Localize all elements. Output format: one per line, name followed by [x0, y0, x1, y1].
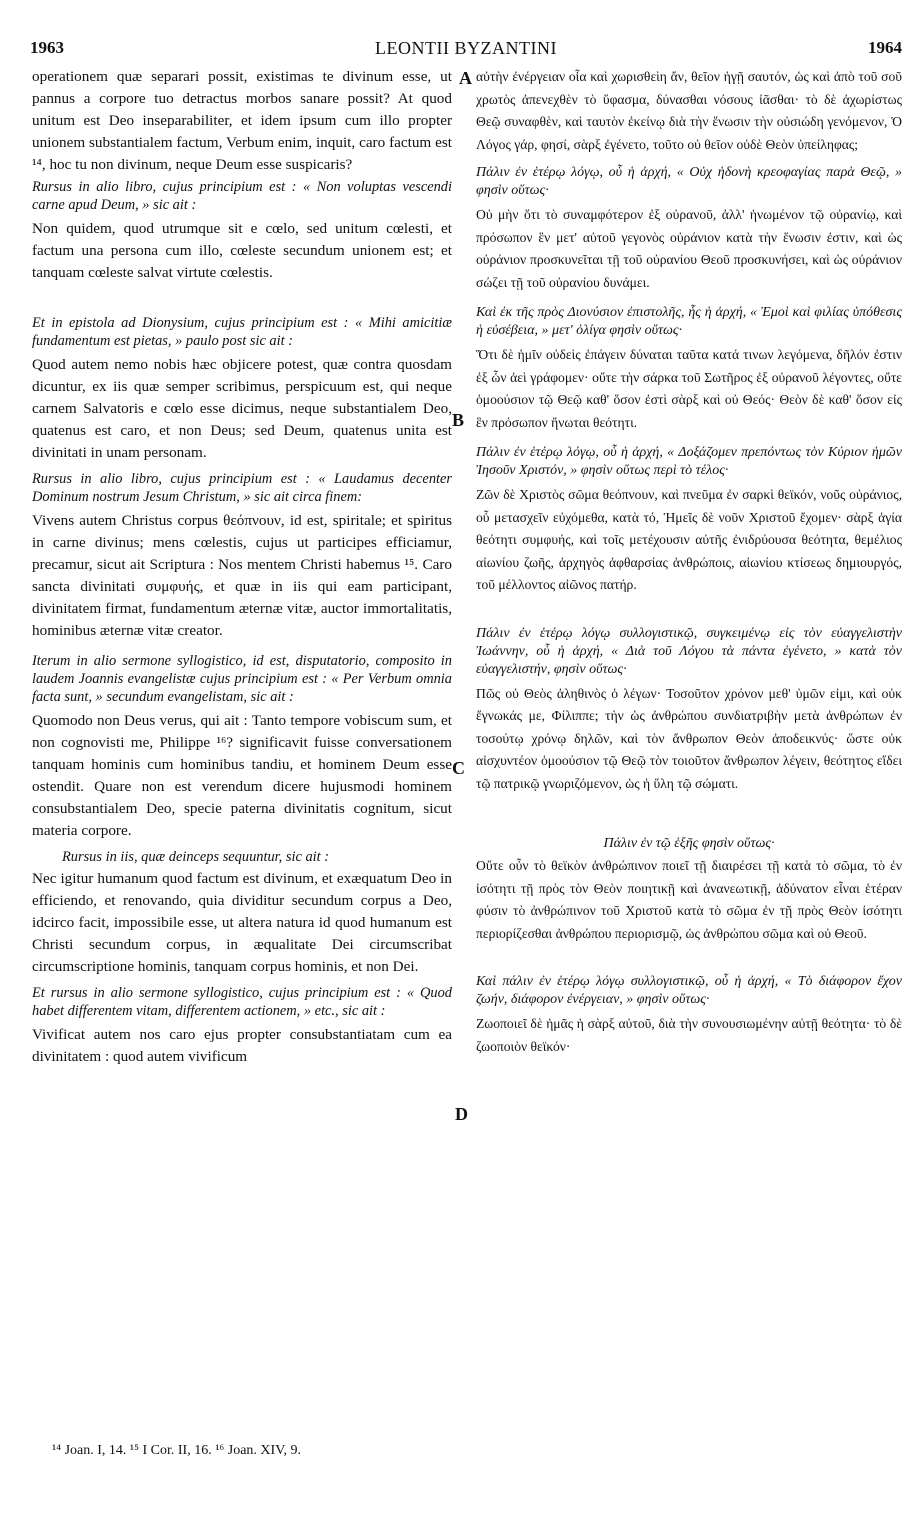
latin-paragraph: operationem quæ separari possit, existimas te divinum esse, ut pannus a corpore tuo detractus morbos sanare possit? At quod unitum est Deo inseparabiliter, et idem ipsum cum illo propter unionem substantialem factum, Verbum enim, inquit, caro factum est ¹⁴, hoc tu non divinum, neque Deum esse suspicaris? — [32, 68, 452, 173]
margin-letter-a: A — [459, 68, 472, 88]
latin-heading: Et rursus in alio sermone syllogistico, cujus principium est : « Quod habet differentem vitam, differentem actionem, » etc., sic ait : — [32, 985, 452, 1019]
page-number-right: 1964 — [868, 38, 902, 57]
latin-paragraph: Vivens autem Christus corpus θεόπνουν, id est, spiritale; et spiritus in carne divinus; mens cœlestis, cujus ut participes efficiamur, precamur, sicut ait Scriptura : Nos mentem Christi habemus ¹⁵. Caro sancta divinitati συμφυής, et quæ in iis qui eam participant, divinitatem firmat, fundamentum æternæ vitæ, auctor immortalitatis, hominibus æternæ vitæ creator. — [32, 512, 452, 639]
greek-heading: Πάλιν ἐν ἑτέρῳ λόγῳ, οὗ ἡ ἀρχή, « Οὐχ ἡδονὴ κρεοφαγίας παρὰ Θεῷ, » φησὶν οὕτως· — [476, 165, 902, 198]
latin-heading: Rursus in iis, quæ deinceps sequuntur, sic ait : — [62, 849, 330, 865]
latin-heading: Et in epistola ad Dionysium, cujus principium est : « Mihi amicitiæ fundamentum est pietas, » paulo post sic ait : — [32, 315, 452, 349]
greek-paragraph: Οὐ μὴν ὅτι τὸ συναμφότερον ἐξ οὐρανοῦ, ἀλλ' ἡνωμένον τῷ οὐρανίῳ, καὶ πρόσωπον ἓν μετ' αὐτοῦ γεγονὸς οὐράνιον κατὰ τὴν ἕνωσιν ἐστιν, καὶ ὡς οὐράνιον προσκυνεῖται τῇ τοῦ οὐρανίου Θεοῦ προσκυνήσει, καὶ ὡς οὐράνιον σώζει τῇ τοῦ οὐρανίου δυνάμει. — [476, 207, 902, 290]
latin-paragraph: Nec igitur humanum quod factum est divinum, et exæquatum Deo in efficiendo, et renovando, quia dividitur secundum corpus a Deo, idcirco facit, impossibile esse, ut altera natura id quod humanum est Christi secundum corpus, in æqualitate Dei circumscribat circumscriptione hominis, tanquam corpus hominis, et non Dei. — [32, 870, 452, 975]
latin-heading: Rursus in alio libro, cujus principium est : « Laudamus decenter Dominum nostrum Jesum Christum, » sic ait circa finem: — [32, 471, 452, 505]
page-header — [30, 38, 902, 62]
margin-letter-b: B — [452, 410, 465, 430]
greek-paragraph: Πῶς οὐ Θεὸς ἀληθινὸς ὁ λέγων· Τοσοῦτον χρόνον μεθ' ὑμῶν εἰμι, καὶ οὐκ ἔγνωκάς με, Φίλιππε; τὴν ὡς ἀνθρώπου συνδιατριβὴν μετὰ ἀνθρώπων ἐν τοσούτῳ χρόνῳ δηλῶν, καὶ τὸν ἄνθρωπον Θεὸν ἀποδεικνύς· ὥστε οὐκ αἰσχυντέον ὁμοούσιον τῷ Θεῷ τὸν τοιοῦτον ἄνθρωπον λέγειν, θεότητος εἴδει τῷ πατρικῷ γνωριζόμενον, ὡς ἡ ὕλη τῷ σώματι. — [476, 685, 902, 791]
greek-paragraph: Ὅτι δὲ ἡμῖν οὐδεὶς ἐπάγειν δύναται ταῦτα κατά τινων λεγόμενα, δῆλόν ἐστιν ἐξ ὧν ἀεὶ γράφομεν· οὔτε τὴν σάρκα τοῦ Σωτῆρος ἐξ οὐρανοῦ λέγοντες, οὔτε ὁμοούσιον τῷ Θεῷ καθ' ὅσον ἐστὶ σὰρξ καὶ οὐ Θεός· Θεὸν δὲ καθ' ὅσον εἰς ἓν πρόσωπον ἥνωται θεότητι. — [476, 347, 902, 430]
greek-heading: Πάλιν ἐν ἑτέρῳ λόγῳ συλλογιστικῷ, συγκειμένῳ εἰς τὸν εὐαγγελιστὴν Ἰωάννην, οὗ ἡ ἀρχή, « Διὰ τοῦ Λόγου τὰ πάντα ἐγένετο, » κατὰ τὸν εὐαγγελιστήν, φησὶν οὕτως· — [476, 625, 902, 677]
greek-paragraph: αὐτὴν ἐνέργειαν οἷα καὶ χωρισθεὶη ἄν, θεῖον ἡγῇ σαυτόν, ὡς καὶ ἀπὸ τοῦ σοῦ χρωτὸς ἀπενεχθὲν τὸ ὕφασμα, δύνασθαι νόσους ἰᾶσθαι· τὸ δὲ ἀχωρίστως Θεῷ συναφθὲν, καὶ ταυτὸν ἐκείνῳ διὰ τὴν ἕνωσιν τὴν οὐσιώδη γενόμενον, Ὁ Λόγος γάρ, φησί, σὰρξ ἐγένετο, τοῦτο οὐ θεῖον οὐδὲ Θεὸν ὑπείληφας; — [476, 69, 902, 152]
greek-paragraph: Ζωοποιεῖ δὲ ἡμᾶς ἡ σὰρξ αὐτοῦ, διὰ τὴν συνουσιωμένην αὐτῇ θεότητα· τὸ δὲ ζωοποιὸν θεϊκόν· — [476, 1016, 902, 1054]
greek-paragraph: Ζῶν δὲ Χριστὸς σῶμα θεόπνουν, καὶ πνεῦμα ἐν σαρκὶ θεϊκόν, νοῦς οὐράνιος, οὗ μετασχεῖν εὐχόμεθα, κατὰ τό, Ἡμεῖς δὲ νοῦν Χριστοῦ ἔχομεν· σὰρξ ἁγία θεότητι συμφυής, καὶ τοῖς μετέχουσιν αὐτῆς ἐνιδρύουσα θεότητα, θεμέλιος αἰωνίου ζωῆς, ἀρχηγὸς ἀφθαρσίας ἀνθρώποις, αἰωνίου κτίσεως δημιουργός, τοῦ μέλλοντος αἰῶνος πατήρ. — [476, 487, 902, 592]
greek-heading: Καὶ πάλιν ἐν ἑτέρῳ λόγῳ συλλογιστικῷ, οὗ ἡ ἀρχή, « Τὸ διάφορον ἔχον ζωήν, διάφορον ἐνέργειαν, » φησὶν οὕτως· — [476, 974, 902, 1007]
greek-heading: Πάλιν ἐν ἑτέρῳ λόγῳ, οὗ ἡ ἀρχή, « Δοξάζομεν πρεπόντως τὸν Κύριον ἡμῶν Ἰησοῦν Χριστόν, » φησὶν οὕτως περὶ τὸ τέλος· — [476, 445, 902, 478]
latin-paragraph: Non quidem, quod utrumque sit e cœlo, sed unitum cœlesti, et factum una persona cum illo, cœleste secundum unionem est; et tanquam cœleste salvat virtute cœlestis. — [32, 220, 452, 281]
latin-paragraph: Vivificat autem nos caro ejus propter consubstantiatam cum ea divinitatem : quod autem vivificum — [32, 1026, 452, 1065]
margin-letter-c: C — [452, 758, 465, 778]
latin-heading: Rursus in alio libro, cujus principium est : « Non voluptas vescendi carne apud Deum, » sic ait : — [32, 179, 452, 213]
greek-column — [476, 66, 902, 1058]
greek-heading: Πάλιν ἐν τῷ ἑξῆς φησὶν οὕτως· — [603, 836, 775, 851]
running-title: LEONTII BYZANTINI — [375, 38, 557, 58]
latin-paragraph: Quomodo non Deus verus, qui ait : Tanto tempore vobiscum sum, et non cognovisti me, Philippe ¹⁶? significavit fuisse conversationem tanquam hominis cum hominibus tandiu, et hominem Deum esse ostendit. Quare non est verendum dicere hujusmodi hominem consubstantialem Deo, specie paterna divinitatis cognitum, sicut materia corpore. — [32, 712, 452, 839]
page-number-left: 1963 — [30, 38, 64, 57]
margin-letter-d: D — [455, 1104, 468, 1124]
latin-heading: Iterum in alio sermone syllogistico, id est, disputatorio, composito in laudem Joannis evangelistæ cujus principium est : « Per Verbum omnia facta sunt, » secundum evangelistam, sic ait : — [32, 653, 452, 705]
footnotes: ¹⁴ Joan. I, 14. ¹⁵ I Cor. II, 16. ¹⁶ Joan. XIV, 9. — [52, 1443, 302, 1458]
latin-column — [32, 66, 452, 1068]
greek-paragraph: Οὔτε οὖν τὸ θεϊκὸν ἀνθρώπινον ποιεῖ τῇ διαιρέσει τῇ κατὰ τὸ σῶμα, τὸ ἐν ἰσότητι τῇ πρὸς τὸν Θεὸν ποιητικῇ καὶ ἀνανεωτικῇ, ἀδύνατον εἶναι ἑτέραν φύσιν τὸ ἀνθρώπινον τοῦ Χριστοῦ κατὰ τὸ σῶμα ἐν τῇ πρὸς Θεὸν ἰσότητι περιορίζεσθαι ἀνθρώπου περιορισμῷ, ὡς ἀνθρώπου σῶμα καὶ οὐ Θεοῦ. — [476, 858, 902, 941]
greek-heading: Καὶ ἐκ τῆς πρὸς Διονύσιον ἐπιστολῆς, ἧς ἡ ἀρχή, « Ἐμοὶ καὶ φιλίας ὑπόθεσις ἡ εὐσέβεια, » μετ' ὀλίγα φησὶν οὕτως· — [476, 305, 902, 338]
latin-paragraph: Quod autem nemo nobis hæc objicere potest, quæ contra quosdam dicuntur, ex iis quæ semper scribimus, perspicuum est, qui neque carnem Salvatoris e cœlo esse dicimus, neque substantialem Deo, quatenus est caro, et non Deus; sed Deum, quatenus unita est divinitati in unam personam. — [32, 356, 452, 461]
